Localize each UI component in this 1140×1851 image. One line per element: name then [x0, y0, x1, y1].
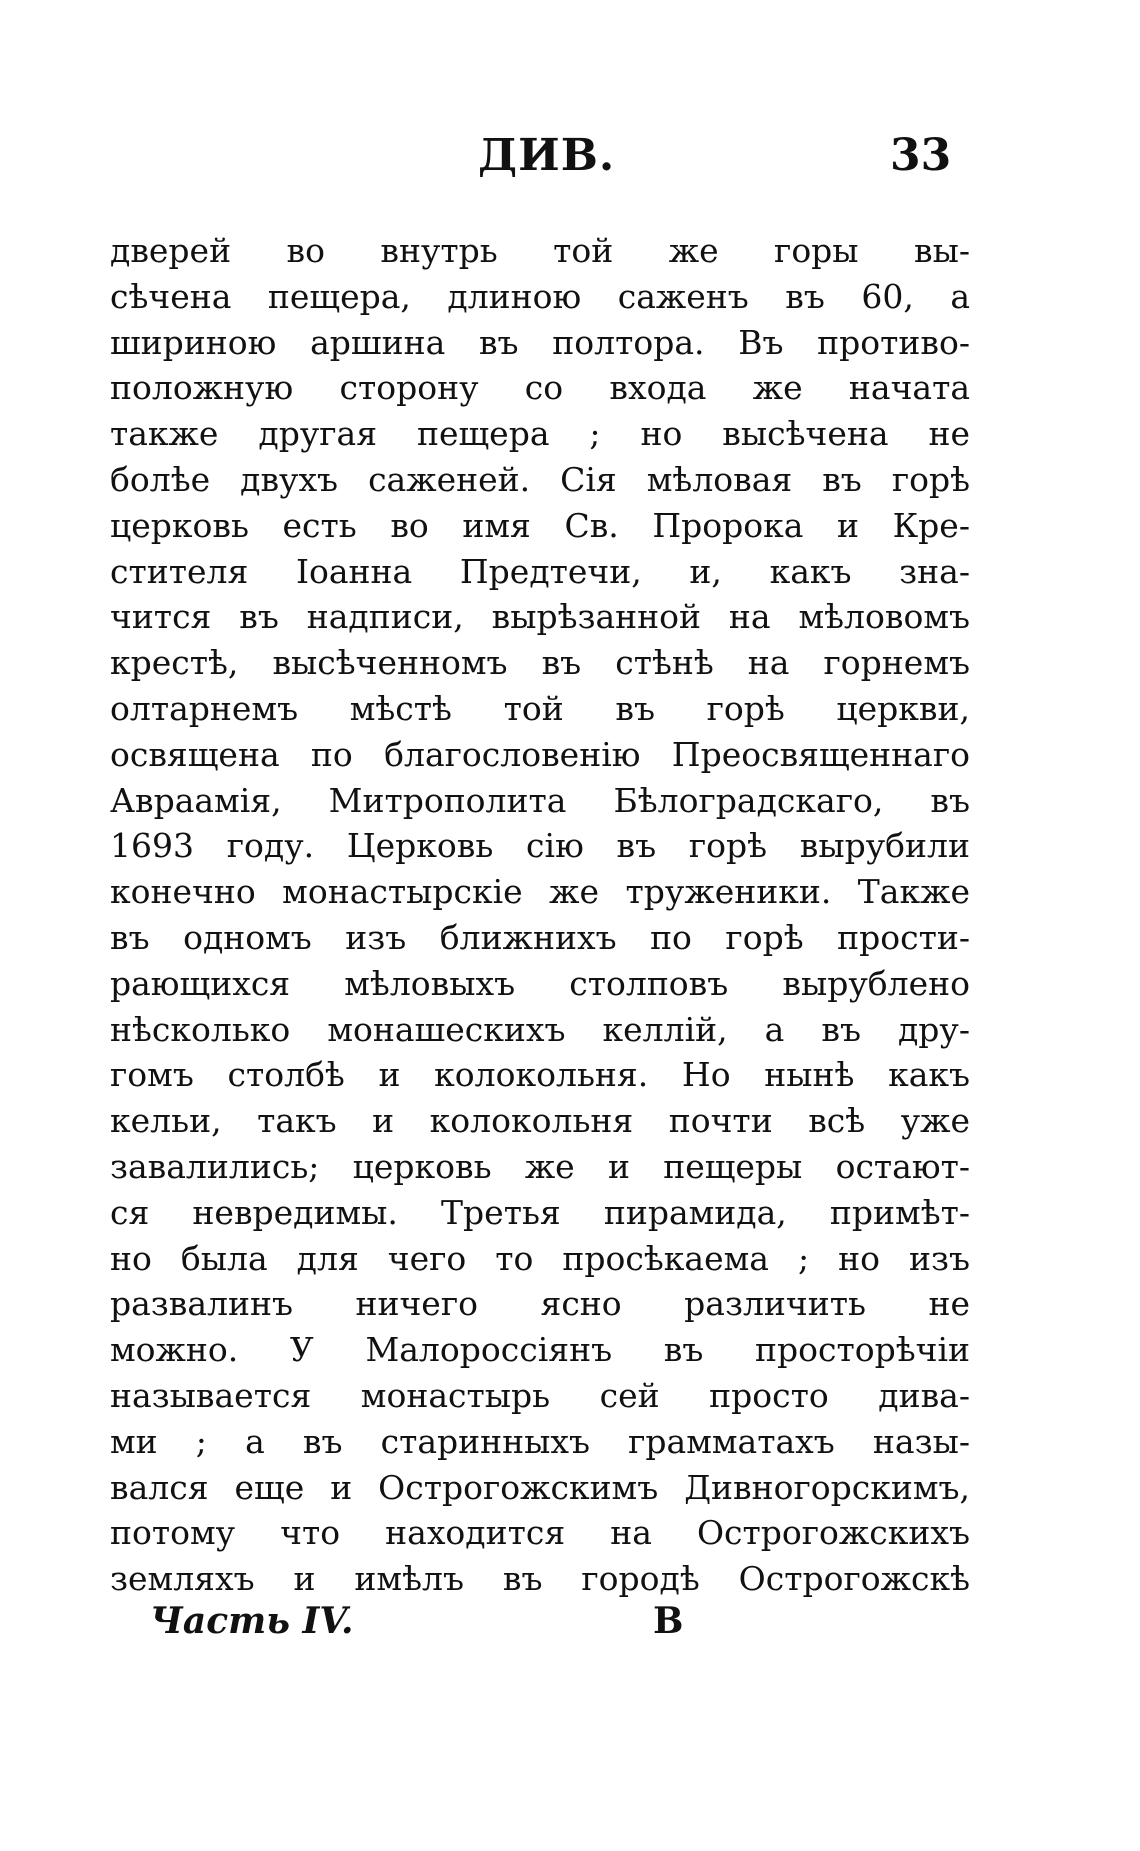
text-line: кельи, такъ и колокольня почти всѣ уже [110, 1101, 970, 1141]
signature-mark: В [653, 1600, 684, 1642]
text-line: въ одномъ изъ ближнихъ по горѣ прости- [110, 917, 970, 957]
text-line: крестѣ, высѣченномъ въ стѣнѣ на горнемъ [110, 643, 970, 683]
page-number: 33 [890, 130, 952, 181]
text-line: сѣчена пещера, длиною саженъ въ 60, а [110, 276, 970, 316]
part-label: Часть IV. [150, 1600, 354, 1642]
body-text [110, 228, 970, 1602]
text-line: потому что находится на Острогожскихъ [110, 1513, 970, 1553]
text-line: называется монастырь сей просто дива- [110, 1375, 970, 1415]
text-line: нѣсколько монашескихъ келлій, а въ дру- [110, 1009, 970, 1049]
text-line: можно. У Малороссіянъ въ просторѣчіи [110, 1330, 970, 1370]
page-footer [0, 1600, 1140, 1660]
text-line: также другая пещера ; но высѣчена не [110, 414, 970, 454]
text-line: освящена по благословенію Преосвященнаго [110, 734, 970, 774]
text-line: чится въ надписи, вырѣзанной на мѣловомъ [110, 597, 970, 637]
text-line: конечно монастырскіе же труженики. Также [110, 872, 970, 912]
text-line: развалинъ ничего ясно различить не [110, 1284, 970, 1324]
text-line: ся невредимы. Третья пирамида, примѣт- [110, 1192, 970, 1232]
text-line: положную сторону со входа же начата [110, 368, 970, 408]
text-line: ми ; а въ старинныхъ грамматахъ назы- [110, 1421, 970, 1461]
text-line: земляхъ и имѣлъ въ городѣ Острогожскѣ [110, 1559, 970, 1599]
text-line: олтарнемъ мѣстѣ той въ горѣ церкви, [110, 688, 970, 728]
text-line: гомъ столбѣ и колокольня. Но нынѣ какъ [110, 1055, 970, 1095]
text-line: дверей во внутрь той же горы вы- [110, 231, 970, 270]
text-line: вался еще и Острогожскимъ Дивногорскимъ, [110, 1467, 970, 1507]
text-line: завалились; церковь же и пещеры остают- [110, 1146, 970, 1186]
running-title: ДИВ. [478, 130, 616, 181]
text-line: шириною аршина въ полтора. Въ противо- [110, 322, 970, 362]
text-line: стителя Іоанна Предтечи, и, какъ зна- [110, 551, 970, 591]
running-head [0, 130, 1140, 190]
text-line: рающихся мѣловыхъ столповъ вырублено [110, 963, 970, 1003]
text-line: болѣе двухъ саженей. Сія мѣловая въ горѣ [110, 459, 970, 499]
text-line: но была для чего то просѣкаема ; но изъ [110, 1238, 970, 1278]
text-line: церковь есть во имя Св. Пророка и Кре- [110, 505, 970, 545]
text-line: Авраамія, Митрополита Бѣлоградскаго, въ [110, 780, 970, 820]
text-line: 1693 году. Церковь сію въ горѣ вырубили [110, 826, 970, 866]
